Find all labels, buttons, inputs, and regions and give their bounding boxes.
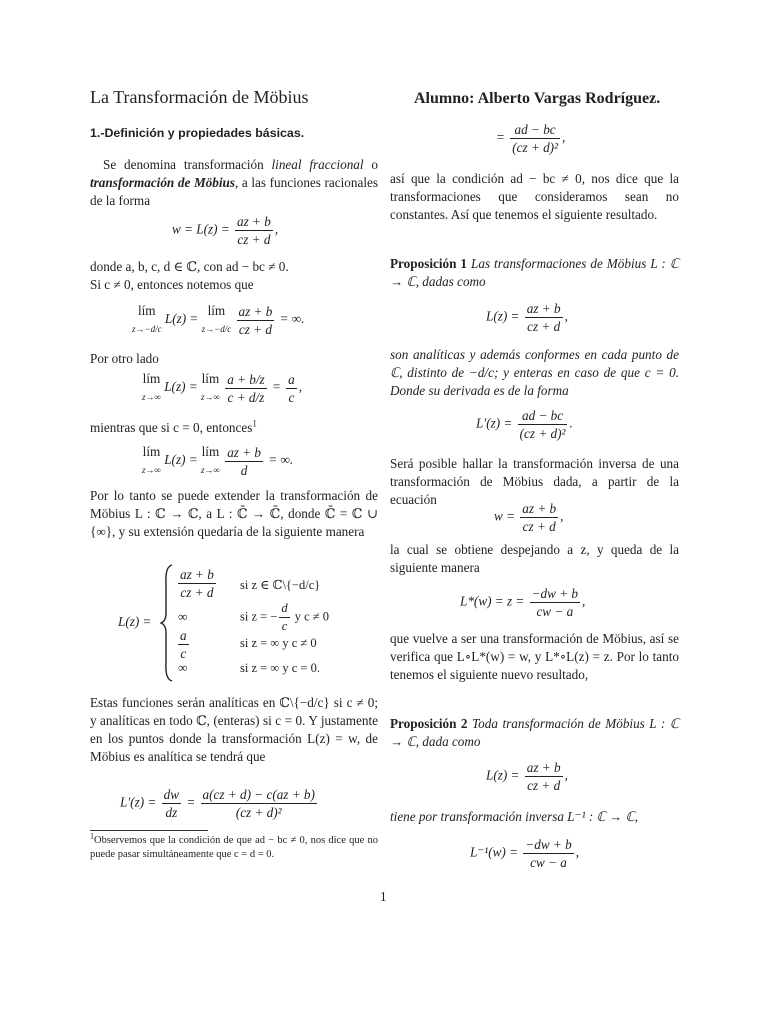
piecewise-cond-1: si z ∈ ℂ\{−d/c} xyxy=(240,578,321,592)
lim-operator: lím xyxy=(201,444,220,459)
text-run-italic: lineal fraccional xyxy=(271,157,364,172)
piecewise-cond-2 xyxy=(240,600,329,635)
eq-denominator: c xyxy=(180,646,187,661)
lim-operator: lím xyxy=(137,303,156,318)
equation-w xyxy=(494,500,563,535)
paragraph-condition xyxy=(90,258,378,294)
eq-numerator: −dw + b xyxy=(525,837,572,852)
eq-punct: . xyxy=(569,415,573,431)
eq-mid: L(z) = xyxy=(164,311,199,327)
eq-lhs: L′(z) = xyxy=(120,794,157,810)
equation-prop1-derivative xyxy=(476,407,573,442)
eq-punct: , xyxy=(298,379,303,395)
piecewise-row-3 xyxy=(178,627,189,662)
eq-denominator: (cz + d)² xyxy=(519,426,566,441)
equation-prop1 xyxy=(486,300,568,335)
eq-denominator: cz + d xyxy=(238,321,272,337)
lim-operator: lím xyxy=(207,303,226,318)
lim-subscript: z→∞ xyxy=(142,392,161,402)
eq-numerator: a xyxy=(288,371,295,387)
piecewise-val-4: ∞ xyxy=(178,660,188,675)
eq-numerator: a xyxy=(180,628,187,643)
piecewise-cond-4: si z = ∞ y c = 0. xyxy=(240,661,320,675)
left-column xyxy=(90,124,378,210)
eq-tail: = ∞. xyxy=(279,311,305,327)
equation-limit-infinity xyxy=(142,370,302,406)
equation-prop2 xyxy=(486,759,568,794)
piecewise-cond-3: si z = ∞ y c ≠ 0 xyxy=(240,636,317,650)
piecewise-row-1 xyxy=(178,566,216,601)
eq-denominator: cz + d xyxy=(237,232,271,247)
proposition-2 xyxy=(390,715,679,751)
equation-prop2-inverse xyxy=(470,836,579,871)
eq-denominator: cw − a xyxy=(530,855,567,870)
proposition-1 xyxy=(390,255,679,291)
eq-numerator: az + b xyxy=(238,303,273,319)
equation-mobius-definition xyxy=(172,213,278,248)
lim-subscript: z→∞ xyxy=(200,465,220,475)
paragraph-verify: que vuelve a ser una transformación de Möbius, así se verifica que L∘L*(w) = w, y L*∘L(z) = z. Por lo tanto tenemos el siguiente nuevo resultado, xyxy=(390,631,679,682)
paragraph-inverse-intro: Será posible hallar la transformación inversa de una transformación de Möbius dada, a partir de la ecuación xyxy=(390,456,679,507)
text-run: o xyxy=(371,157,378,172)
eq-numerator: dw xyxy=(163,787,180,802)
page-number: 1 xyxy=(380,889,387,904)
equation-derivative xyxy=(120,786,319,821)
equation-limit-pole xyxy=(132,302,305,338)
lim-operator: lím xyxy=(201,371,220,386)
text-line: Si c ≠ 0, entonces notemos que xyxy=(90,277,254,292)
lim-subscript: z→−d/c xyxy=(201,324,232,334)
eq-denominator: c xyxy=(281,619,288,633)
section-heading: 1.-Definición y propiedades básicas. xyxy=(90,126,305,140)
eq-numerator: d xyxy=(279,600,289,618)
eq-tail: = ∞. xyxy=(268,452,294,468)
eq-denominator: (cz + d)² xyxy=(512,140,559,155)
eq-sign: = xyxy=(496,129,505,145)
eq-lhs: L(z) = xyxy=(486,308,520,324)
equation-inverse xyxy=(460,585,585,620)
lim-operator: lím xyxy=(142,371,161,386)
paragraph-analytic: Estas funciones serán analíticas en ℂ\{−d/c} si c ≠ 0; y analíticas en todo ℂ, (enteras) si c = 0. Y justamente en los puntos donde la transformación L(z) = w, de Möbius es analítica se tendrá que xyxy=(90,695,378,764)
piecewise-brace xyxy=(160,563,174,683)
text-run-bold-italic: transformación de Möbius xyxy=(90,175,235,190)
eq-numerator: az + b xyxy=(180,567,214,582)
eq-mid: L(z) = xyxy=(164,379,198,395)
footnote-text: Observemos que la condición de que ad − bc ≠ 0, nos dice que no puede pasar simultáneamente que c = d = 0. xyxy=(90,835,378,860)
eq-numerator: az + b xyxy=(526,301,561,316)
eq-numerator: a + b/z xyxy=(227,371,265,387)
eq-lhs: w = xyxy=(494,508,515,524)
text-line xyxy=(90,419,257,437)
eq-lhs: L*(w) = z = xyxy=(460,593,525,609)
eq-numerator: −dw + b xyxy=(531,586,579,601)
eq-denominator: cz + d xyxy=(527,778,561,793)
eq-numerator: az + b xyxy=(526,760,561,775)
eq-punct: , xyxy=(562,129,566,145)
footnote xyxy=(90,831,378,862)
paragraph-nonconstant: así que la condición ad − bc ≠ 0, nos dice que la transformaciones que consideramos sean no constantes. Así que tenemos el siguiente resultado. xyxy=(390,171,679,222)
text-run: , a las funciones racionales de la forma xyxy=(90,175,378,208)
proposition-label: Proposición 1 xyxy=(390,256,468,271)
eq-sign: = xyxy=(271,379,281,395)
author-line: Alumno: Alberto Vargas Rodríguez. xyxy=(414,90,661,107)
eq-lhs: w = L(z) = xyxy=(172,221,230,237)
eq-mid: L(z) = xyxy=(164,452,198,468)
lim-subscript: z→∞ xyxy=(142,465,161,475)
lim-subscript: z→−d/c xyxy=(132,324,162,334)
text-line: Por otro lado xyxy=(90,351,159,366)
eq-numerator: az + b xyxy=(227,444,261,460)
paragraph-solve: la cual se obtiene despejando a z, y queda de la siguiente manera xyxy=(390,542,679,575)
footnote-marker[interactable]: 1 xyxy=(252,418,257,429)
paper-title: La Transformación de Möbius xyxy=(90,87,309,107)
eq-punct: , xyxy=(582,593,586,609)
eq-denominator: cz + d xyxy=(522,519,556,534)
proposition-label: Proposición 2 xyxy=(390,716,468,731)
proposition-text-cont: son analíticas y además conformes en cada punto de ℂ, distinto de −d/c; y enteras en caso de que c = 0. Donde su derivada es de la forma xyxy=(390,347,679,398)
piecewise-val-2: ∞ xyxy=(178,609,188,624)
eq-denominator: cz + d xyxy=(527,319,561,334)
lim-subscript: z→∞ xyxy=(200,392,220,402)
eq-punct: , xyxy=(575,844,580,860)
text-run: Se denomina transformación xyxy=(103,157,272,172)
lim-operator: lím xyxy=(142,444,161,459)
eq-denominator: d xyxy=(240,462,248,478)
text-run: y c ≠ 0 xyxy=(294,609,330,624)
eq-lhs: L(z) = xyxy=(486,767,520,783)
eq-denominator: cz + d xyxy=(180,585,214,600)
text-run: si z = − xyxy=(240,609,278,624)
paragraph-extension: Por lo tanto se puede extender la transformación de Möbius L : ℂ → ℂ, a L : ℂ̄ → ℂ̄, donde ℂ̄ = ℂ ∪ {∞}, y su extensión quedaría de la siguiente manera xyxy=(90,488,378,539)
eq-punct: , xyxy=(564,767,568,783)
equation-limit-c-zero xyxy=(142,443,293,479)
text-run: mientras que si c = 0, entonces xyxy=(90,420,253,435)
proposition-text: Toda transformación de Möbius L : ℂ → ℂ, dada como xyxy=(390,716,680,749)
paragraph-definition xyxy=(90,156,378,210)
eq-numerator: az + b xyxy=(522,501,557,516)
eq-numerator: ad − bc xyxy=(518,407,568,425)
eq-punct: , xyxy=(274,221,279,237)
eq-denominator: c xyxy=(288,389,295,405)
equation-derivative-simplified xyxy=(496,121,565,156)
footnote-marker: 1 xyxy=(90,831,94,841)
eq-punct: , xyxy=(564,308,568,324)
eq-sign: = xyxy=(186,794,196,810)
eq-lhs: L⁻¹(w) = xyxy=(470,844,519,860)
eq-denominator: (cz + d)² xyxy=(235,805,282,820)
eq-numerator: az + b xyxy=(237,214,271,229)
eq-numerator: a(cz + d) − c(az + b) xyxy=(202,787,315,802)
footnote-rule xyxy=(90,830,208,831)
eq-numerator: ad − bc xyxy=(510,121,560,139)
piecewise-lhs: L(z) = xyxy=(118,614,152,629)
eq-punct: , xyxy=(560,508,564,524)
eq-denominator: cw − a xyxy=(536,604,574,619)
eq-lhs: L′(z) = xyxy=(476,415,513,431)
eq-denominator: c + d/z xyxy=(227,389,265,405)
proposition-text-cont: tiene por transformación inversa L⁻¹ : ℂ → ℂ, xyxy=(390,809,639,824)
text-line: donde a, b, c, d ∈ ℂ, con ad − bc ≠ 0. xyxy=(90,259,289,274)
proposition-text: Las transformaciones de Möbius L : ℂ → ℂ, dadas como xyxy=(390,256,680,289)
eq-denominator: dz xyxy=(165,805,178,820)
